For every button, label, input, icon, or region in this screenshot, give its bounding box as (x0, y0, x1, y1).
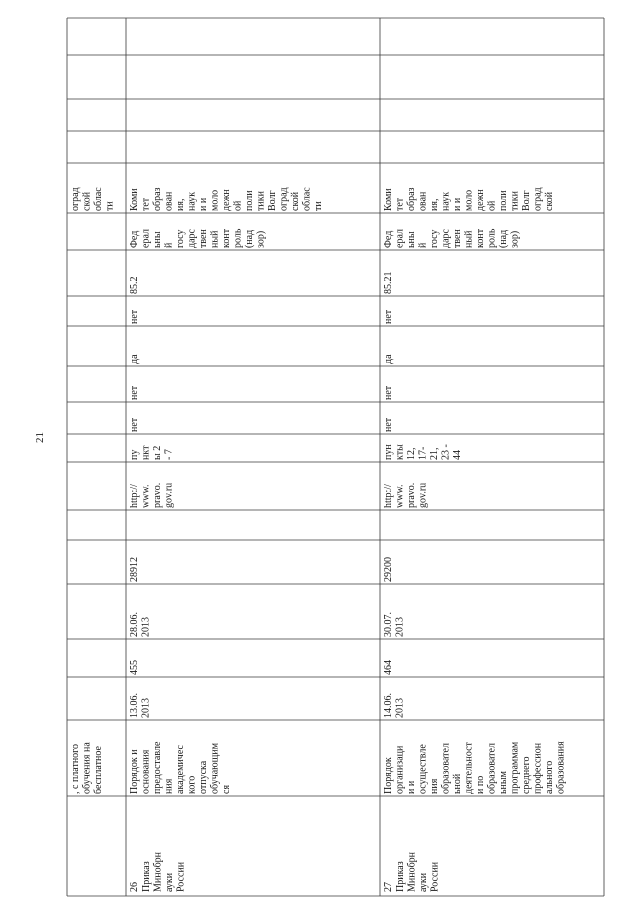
cell-27-flag-3: да (383, 354, 394, 364)
cell-27-flag-4: нет (383, 309, 394, 324)
cell-27-code: 85.21 (383, 271, 394, 294)
cell-26-body: Фед ерал ьны й госу дарс твен ный конт роль (над зор) (129, 228, 267, 248)
cell-27-points: пун кты 12, 17- 21, 23 - 44 (383, 444, 463, 460)
cell-top-organ: оград ской облас ти (70, 187, 116, 211)
cell-26-type: Приказ Минобрн ауки России (141, 851, 187, 892)
cell-26-flag-4: нет (129, 309, 140, 324)
cell-26-points: пу нкт ы 2 - 7 (129, 445, 175, 460)
cell-27-reg-date: 30.07. 2013 (383, 612, 406, 637)
cell-26-source: http:// www. pravo. gov.ru (129, 482, 175, 508)
cell-27-type: Приказ Минобрн ауки России (395, 851, 441, 892)
cell-27-flag-1: нет (383, 417, 394, 432)
cell-26-reg-date: 28.06. 2013 (129, 612, 152, 637)
cell-27-body: Фед ерал ьны й госу дарс твен ный конт роль (над зор) (383, 228, 521, 248)
cell-26-reg-no: 28912 (129, 557, 140, 582)
cell-26-flag-1: нет (129, 417, 140, 432)
page-number: 21 (34, 432, 46, 443)
cell-26-flag-3: да (129, 354, 140, 364)
cell-27-flag-2: нет (383, 385, 394, 400)
cell-26-date: 13.06. 2013 (129, 693, 152, 718)
cell-27-date: 14.06. 2013 (383, 693, 406, 718)
cell-27-doc-no: 464 (383, 660, 394, 675)
cell-27-source: http:// www. pravo. gov.ru (383, 482, 429, 508)
cell-27-reg-no: 29200 (383, 557, 394, 582)
cell-26-doc-no: 455 (129, 660, 140, 675)
cell-27-num: 27 (383, 882, 394, 892)
cell-26-name: Порядок и основания предоставле ния академичес кого отпуска обучающим ся (129, 741, 232, 794)
cell-26-organ: Коми тет образ ован ия, наук и и моло дежн ой поли тики Волг оград ской облас ти (129, 187, 324, 211)
cell-26-flag-2: нет (129, 385, 140, 400)
cell-26-num: 26 (129, 882, 140, 892)
cell-26-code: 85.2 (129, 276, 140, 294)
cell-27-name: Порядок организаци и и осуществле ния образовател ьной деятельност и по образовател ьным программам среднего профессион ального образования (383, 741, 567, 794)
cell-top-name: , с платного обучения на бесплатное (70, 742, 104, 794)
cell-27-organ: Коми тет образ ован ия, наук и и моло дежн ой поли тики Волг оград ской (383, 187, 555, 211)
